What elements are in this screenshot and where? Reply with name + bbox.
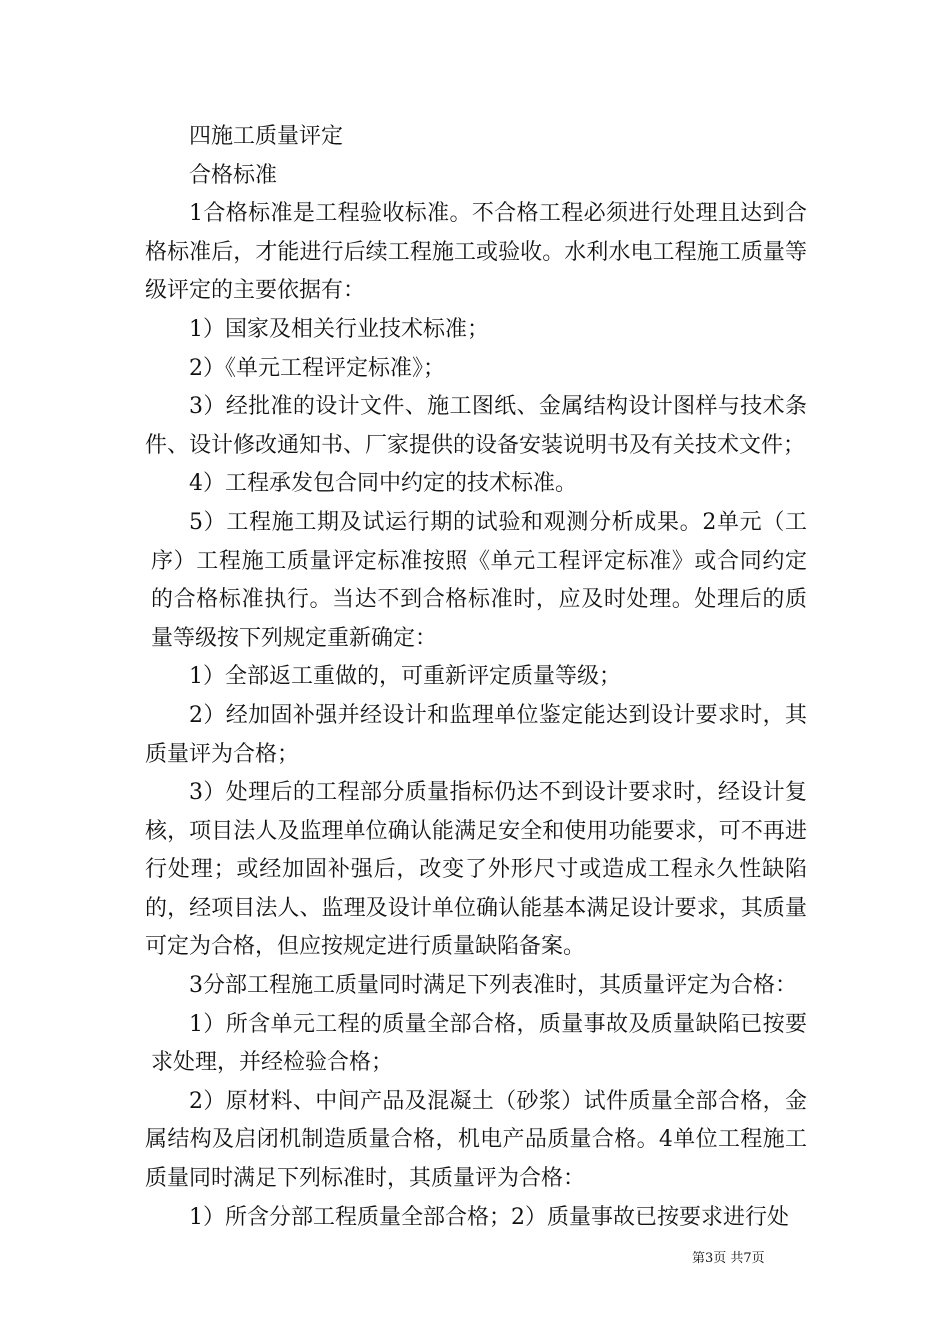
paragraph: 3）处理后的工程部分质量指标仍达不到设计要求时，经设计复核，项目法人及监理单位确认能满足安全和使用功能要求，可不再进行处理；或经加固补强后，改变了外形尺寸或造成工程永久性缺陷的，经项目法人、监理及设计单位确认能基本满足设计要求，其质量可定为合格，但应按规定进行质量缺陷备案。: [145, 780, 807, 960]
paragraph: 1）所含分部工程质量全部合格；2）质量事故已按要求进行处: [189, 1204, 789, 1230]
paragraph: 3分部工程施工质量同时满足下列表准时，其质量评定为合格：: [189, 973, 797, 999]
document-body: [145, 118, 807, 1237]
subsection-heading: 合格标准: [189, 162, 278, 188]
paragraph: 3）经批准的设计文件、施工图纸、金属结构设计图样与技术条件、设计修改通知书、厂家提供的设备安装说明书及有关技术文件；: [145, 394, 807, 458]
paragraph: 2）经加固补强并经设计和监理单位鉴定能达到设计要求时，其质量评为合格；: [145, 702, 807, 767]
paragraph: 1合格标准是工程验收标准。不合格工程必须进行处理且达到合格标准后，才能进行后续工程施工或验收。水利水电工程施工质量等级评定的主要依据有：: [145, 201, 807, 304]
paragraph: 1）国家及相关行业技术标准；: [189, 316, 489, 342]
paragraph: 2）原材料、中间产品及混凝土（砂浆）试件质量全部合格，金属结构及启闭机制造质量合格，机电产品质量合格。4单位工程施工质量同时满足下列标准时，其质量评为合格：: [145, 1088, 807, 1192]
section-heading: 四施工质量评定: [189, 124, 344, 149]
paragraph: 5）工程施工期及试运行期的试验和观测分析成果。2单元（工序）工程施工质量评定标准按照《单元工程评定标准》或合同约定的合格标准执行。当达不到合格标准时，应及时处理。处理后的质量等级按下列规定重新确定：: [151, 509, 807, 651]
paragraph: 1）所含单元工程的质量全部合格，质量事故及质量缺陷已按要求处理，并经检验合格；: [151, 1011, 807, 1076]
paragraph: 1）全部返工重做的，可重新评定质量等级；: [189, 664, 621, 690]
page-number-footer: 第3页 共7页: [692, 1251, 765, 1266]
paragraph: 2）《单元工程评定标准》；: [189, 355, 445, 381]
paragraph: 4）工程承发包合同中约定的技术标准。: [189, 471, 577, 497]
